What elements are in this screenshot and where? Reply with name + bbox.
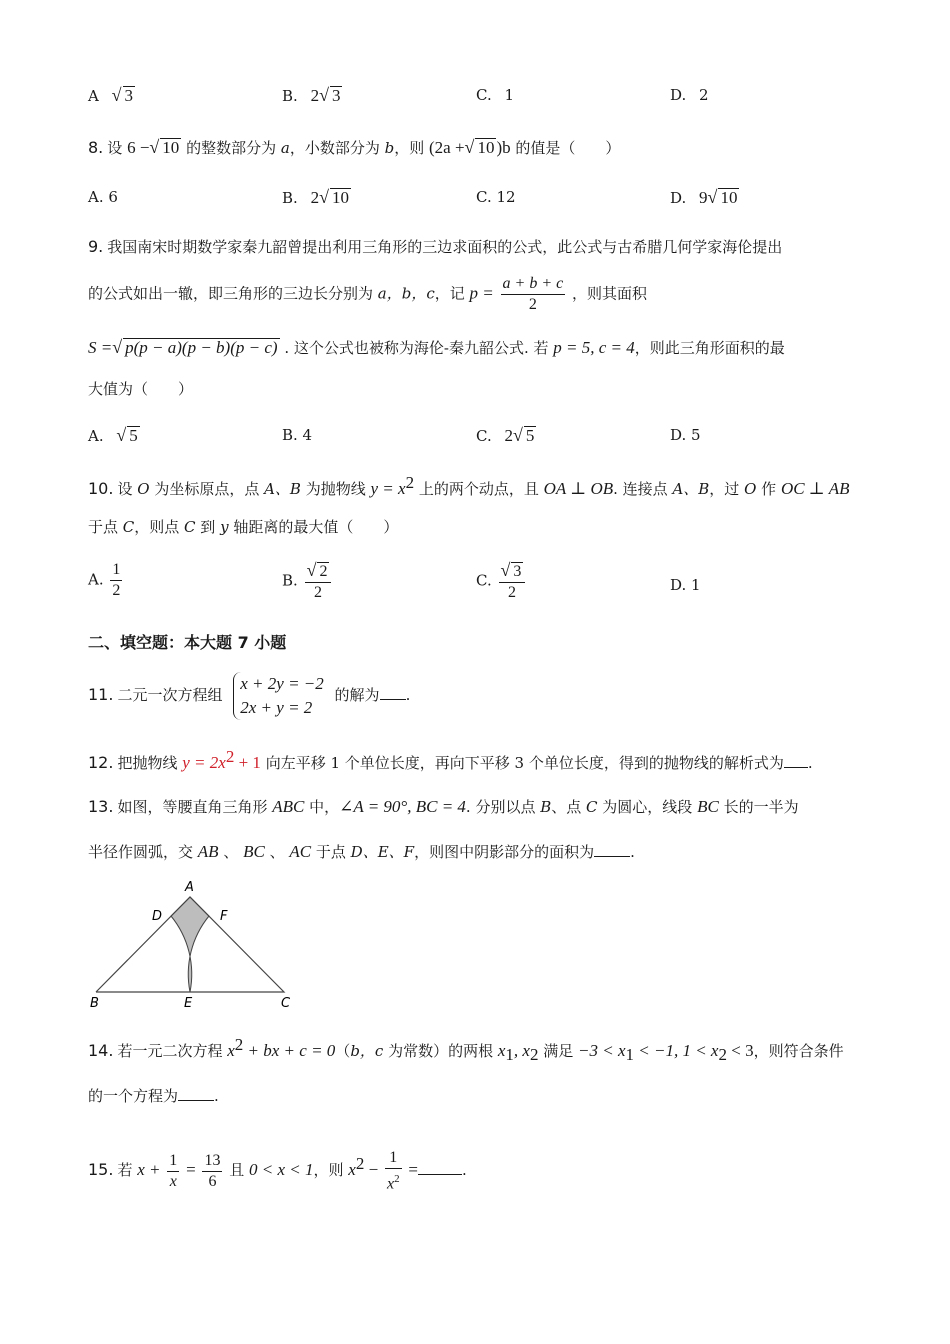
q8-option-d: D. 9√ 10 <box>670 187 738 207</box>
q10-option-a: A. $\frac{1}{2}$ <box>88 561 121 599</box>
q8-option-b: B. 2√ 10 <box>282 187 349 207</box>
q13-line2: 半径作圆弧，交 AB 、 BC 、 AC 于点 D、E、F，则图中阴影部分的面积为 . <box>88 842 635 861</box>
q9-line4: 大值为（ ） <box>88 380 194 398</box>
q10-option-b: B. $\frac{√ 2}{2}$ <box>282 560 333 603</box>
label-f: F <box>220 909 228 924</box>
q14-line2: 的一个方程为 . <box>88 1084 219 1107</box>
q9-option-d: D. 5 <box>670 426 701 444</box>
q9-line3: S =√ p(p − a)(p − b)(p − c) . 这个公式也被称为海伦-秦九韶公式. 若 p = 5, c = 4，则此三角形面积的最 <box>88 337 785 357</box>
q15-stem: 15. 若 x + $\frac{1}{x}$ = $\frac{13}{6}$ 且 0 < x < 1，则 $x^2$ − $\frac{1}{x^2}$ = . <box>88 1148 467 1193</box>
q7-option-d: D. 2 <box>670 86 709 104</box>
section-2-heading: 二、填空题：本大题 7 小题 <box>88 633 287 652</box>
q10-option-d: D. 1 <box>670 576 701 594</box>
q10-option-c: C. $\frac{√ 3}{2}$ <box>476 560 527 603</box>
q15-answer-blank[interactable] <box>418 1158 462 1175</box>
q10-line1: 10. 设 O 为坐标原点，点 A、B 为抛物线 $y = x^2$ 上的两个动点，且 OA ⊥ OB. 连接点 A、B，过 O 作 OC ⊥ AB <box>88 473 850 498</box>
q11-stem: 11. 二元一次方程组 x + 2y = −2 2x + y = 2 的解为 . <box>88 672 410 720</box>
q13-answer-blank[interactable] <box>594 840 630 857</box>
q9-option-b: B. 4 <box>282 426 313 444</box>
q8-option-c: C. 12 <box>476 188 516 206</box>
q13-triangle-figure <box>88 876 308 1011</box>
label-b: B <box>90 996 99 1011</box>
q9-p-fraction: $\frac{a + b + c}{2}$ <box>502 275 564 313</box>
q9-option-a: A. √ 5 <box>88 425 138 445</box>
q13-line1: 13. 如图，等腰直角三角形 ABC 中，∠A = 90°, BC = 4. 分别以点 B、点 C 为圆心，线段 BC 长的一半为 <box>88 797 799 816</box>
q8-stem: 8. 设 6 −√ 10 的整数部分为 a，小数部分为 b，则 (2a +√ 10 )b 的值是（ ） <box>88 137 621 157</box>
q12-answer-blank[interactable] <box>784 751 808 768</box>
label-d: D <box>152 909 163 924</box>
q8-option-a: A. 6 <box>88 188 118 206</box>
q14-line1: 14. 若一元二次方程 $x^2$ + bx + c = 0（b，c 为常数）的两根 $x_1$, $x_2$ 满足 $-3 < x_1 < -1$, $1 < x_2 < 3$，则符合条件 <box>88 1035 844 1064</box>
q11-equation-system: x + 2y = −2 2x + y = 2 <box>233 672 324 720</box>
label-c: C <box>281 996 291 1011</box>
q7-option-c: C. 1 <box>476 86 515 104</box>
q7-option-b: B. 2√ 3 <box>282 85 341 105</box>
q9-line2: 的公式如出一辙，即三角形的三边长分别为 a，b，c，记 p = $\frac{a + b + c}{2}$ ，则其面积 <box>88 275 648 313</box>
q7-option-a: A √ 3 <box>88 85 134 105</box>
label-e: E <box>184 996 193 1011</box>
q9-line1: 9. 我国南宋时期数学家秦九韶曾提出利用三角形的三边求面积的公式，此公式与古希腊几何学家海伦提出 <box>88 237 783 256</box>
q9-option-c: C. 2√ 5 <box>476 425 535 445</box>
label-a: A <box>185 880 194 895</box>
q11-answer-blank[interactable] <box>380 683 406 700</box>
q12-stem: 12. 把抛物线 $y = 2x^2 + 1$ 向左平移 1 个单位长度，再向下平移 3 个单位长度，得到的抛物线的解析式为 . <box>88 747 813 772</box>
q10-line2: 于点 C，则点 C 到 y 轴距离的最大值（ ） <box>88 518 399 536</box>
q14-answer-blank[interactable] <box>178 1084 214 1101</box>
